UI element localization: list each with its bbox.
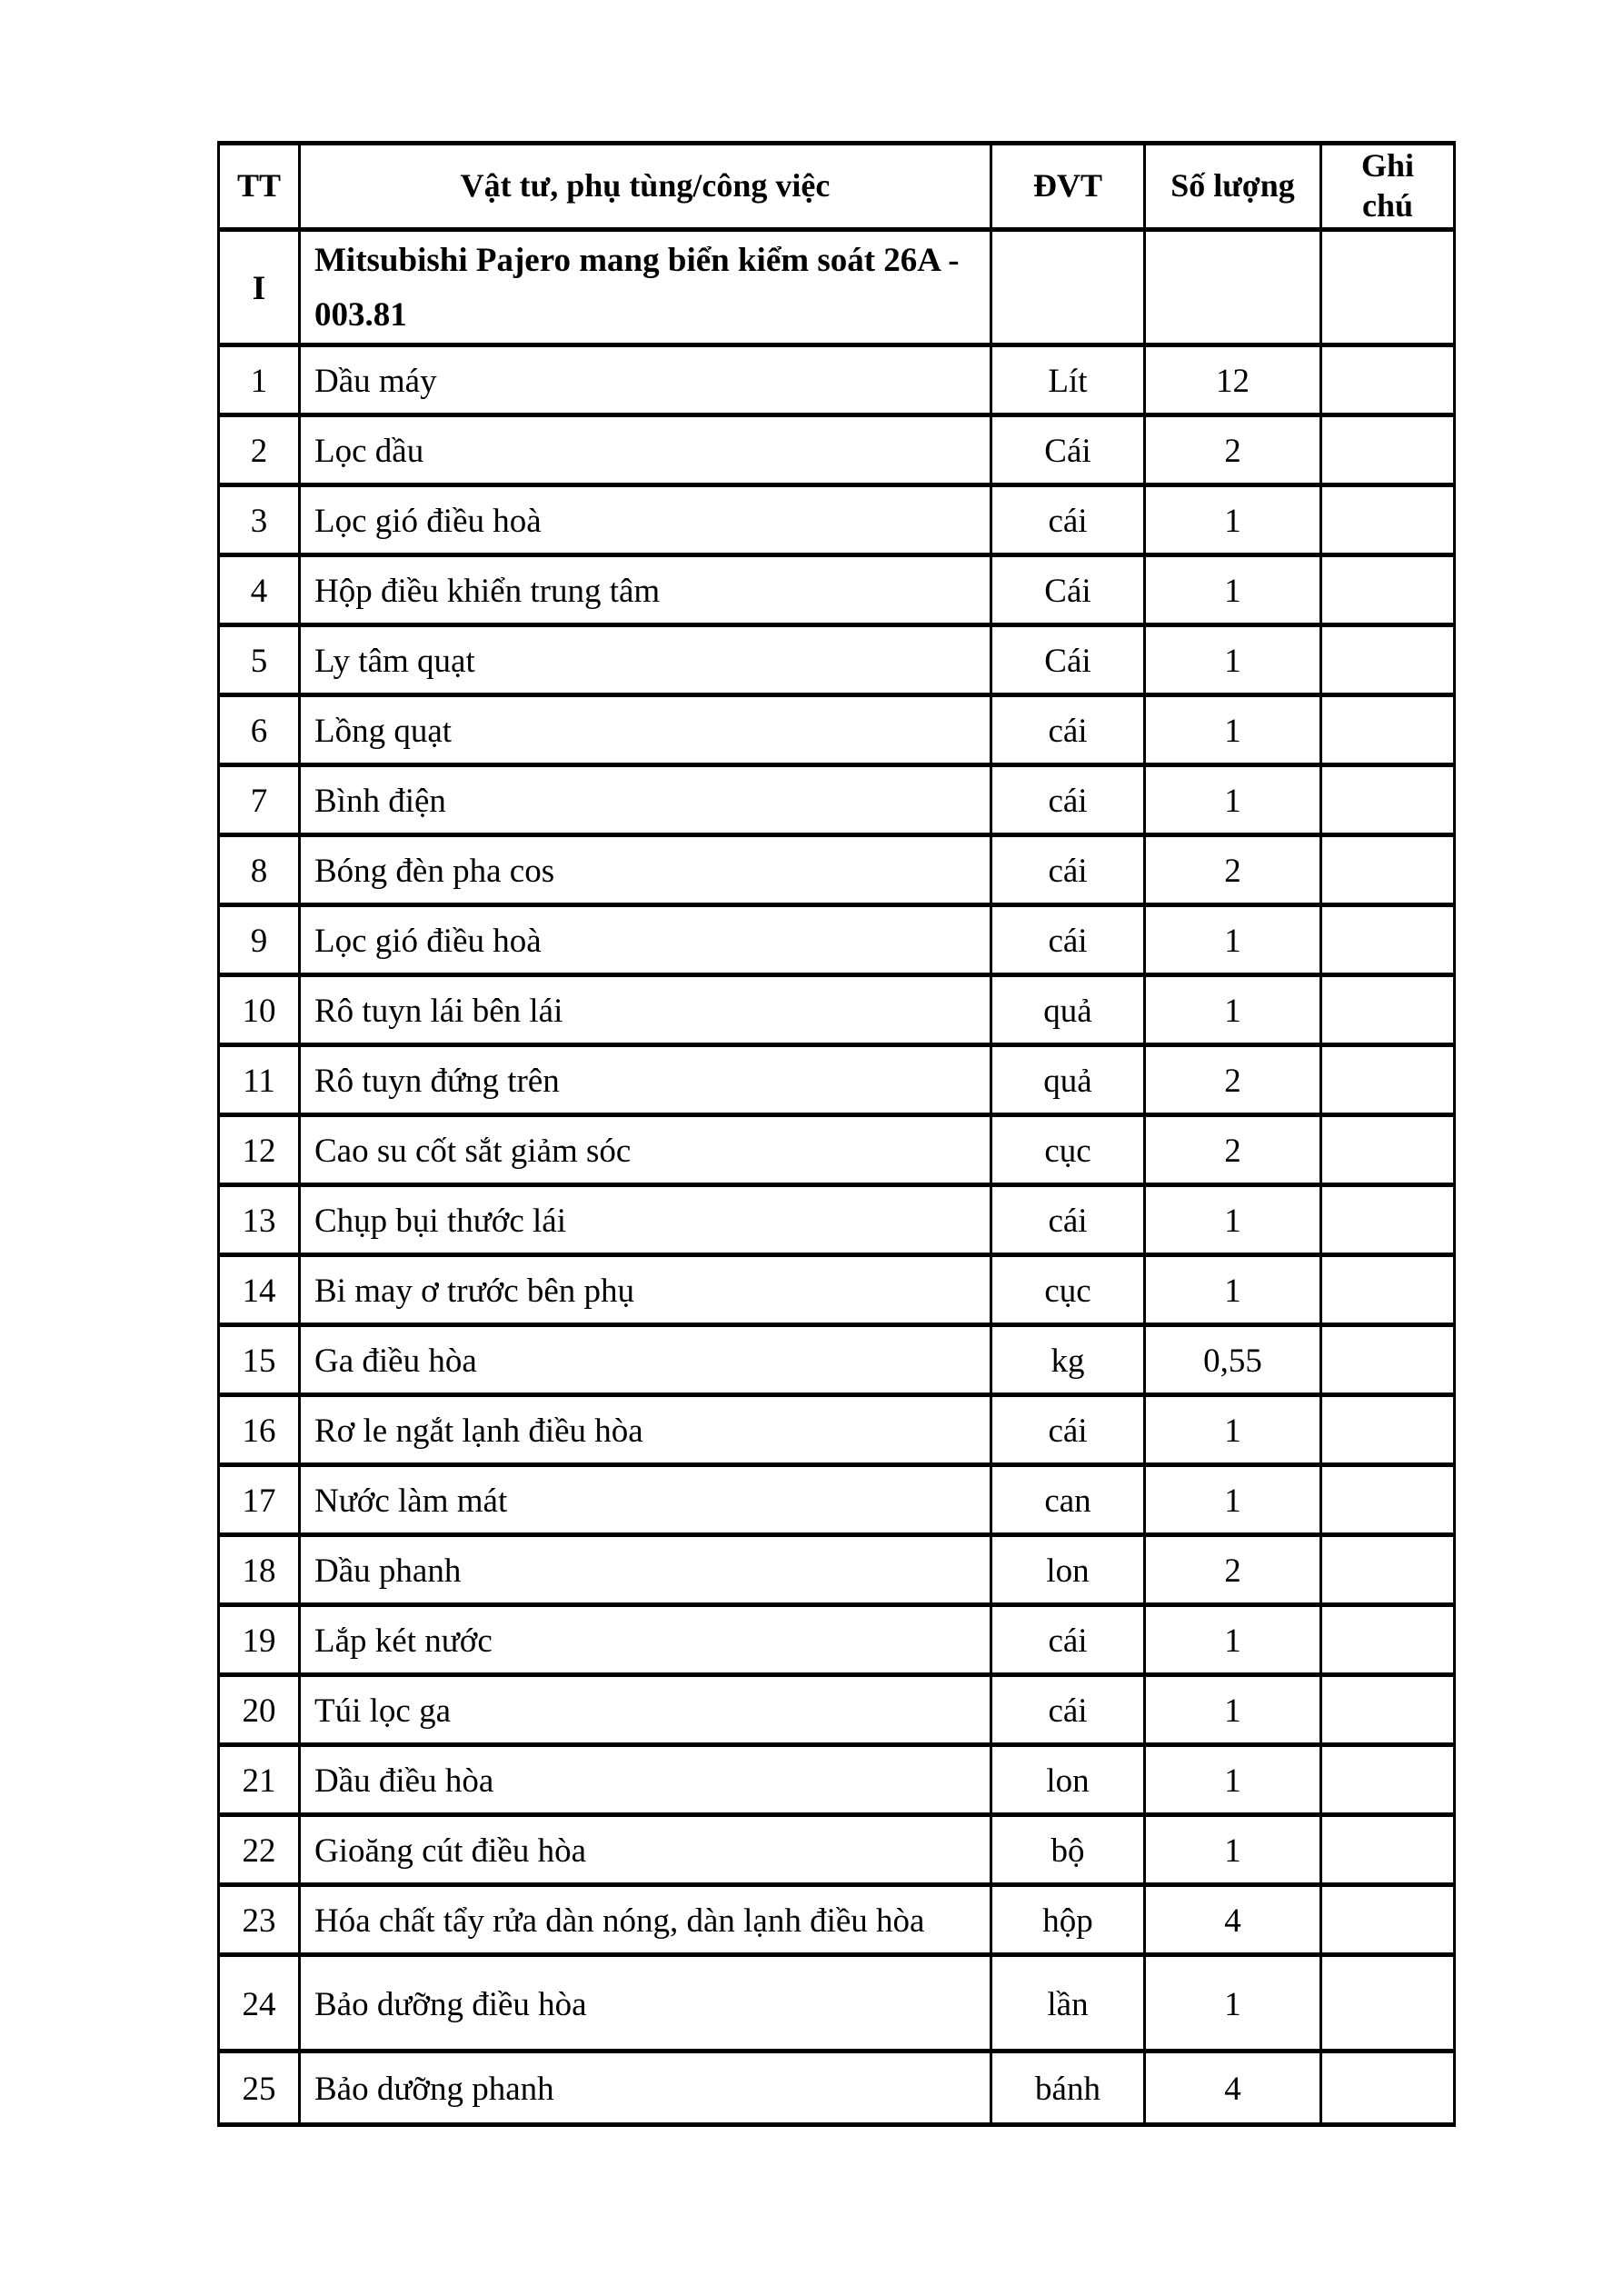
row-item-cell: Lọc gió điều hoà bbox=[300, 484, 991, 554]
row-unit-cell: cái bbox=[991, 764, 1145, 834]
row-note-cell bbox=[1321, 1394, 1455, 1464]
row-item-cell: Lọc gió điều hoà bbox=[300, 904, 991, 974]
row-note-cell bbox=[1321, 904, 1455, 974]
row-quantity-cell: 2 bbox=[1145, 414, 1321, 484]
row-number-cell: 6 bbox=[219, 694, 300, 764]
row-unit-cell: lần bbox=[991, 1954, 1145, 2051]
row-quantity-cell: 1 bbox=[1145, 764, 1321, 834]
row-item-cell: Bóng đèn pha cos bbox=[300, 834, 991, 904]
table-row bbox=[219, 1604, 1455, 1674]
row-quantity-cell: 1 bbox=[1145, 904, 1321, 974]
row-number-cell: 14 bbox=[219, 1254, 300, 1324]
row-note-cell bbox=[1321, 554, 1455, 624]
row-unit-cell: quả bbox=[991, 974, 1145, 1044]
row-unit-cell: cái bbox=[991, 834, 1145, 904]
table-row bbox=[219, 694, 1455, 764]
table-row bbox=[219, 1674, 1455, 1744]
row-note-cell bbox=[1321, 1324, 1455, 1394]
row-quantity-cell: 0,55 bbox=[1145, 1324, 1321, 1394]
row-item-cell: Lọc dầu bbox=[300, 414, 991, 484]
row-quantity-cell: 12 bbox=[1145, 344, 1321, 414]
row-note-cell bbox=[1321, 344, 1455, 414]
header-row bbox=[219, 144, 1455, 230]
row-note-cell bbox=[1321, 484, 1455, 554]
row-number-cell: 4 bbox=[219, 554, 300, 624]
row-item-cell: Bi may ơ trước bên phụ bbox=[300, 1254, 991, 1324]
row-quantity-cell: 1 bbox=[1145, 1604, 1321, 1674]
group-qty bbox=[1145, 230, 1321, 345]
row-quantity-cell: 1 bbox=[1145, 1744, 1321, 1814]
row-number-cell: 16 bbox=[219, 1394, 300, 1464]
row-note-cell bbox=[1321, 624, 1455, 694]
row-unit-cell: cái bbox=[991, 1604, 1145, 1674]
table-row bbox=[219, 1814, 1455, 1884]
row-unit-cell: kg bbox=[991, 1324, 1145, 1394]
row-quantity-cell: 1 bbox=[1145, 974, 1321, 1044]
row-quantity-cell: 1 bbox=[1145, 694, 1321, 764]
header-cell-qty: Số lượng bbox=[1145, 144, 1321, 230]
row-unit-cell: cái bbox=[991, 484, 1145, 554]
row-note-cell bbox=[1321, 764, 1455, 834]
group-row bbox=[219, 230, 1455, 345]
row-number-cell: 2 bbox=[219, 414, 300, 484]
row-note-cell bbox=[1321, 1884, 1455, 1954]
row-unit-cell: cục bbox=[991, 1114, 1145, 1184]
row-number-cell: 12 bbox=[219, 1114, 300, 1184]
row-unit-cell: Cái bbox=[991, 414, 1145, 484]
row-quantity-cell: 2 bbox=[1145, 1534, 1321, 1604]
row-number-cell: 13 bbox=[219, 1184, 300, 1254]
row-unit-cell: can bbox=[991, 1464, 1145, 1534]
row-item-cell: Gioăng cút điều hòa bbox=[300, 1814, 991, 1884]
row-note-cell bbox=[1321, 974, 1455, 1044]
row-note-cell bbox=[1321, 1114, 1455, 1184]
row-unit-cell: cái bbox=[991, 1394, 1145, 1464]
table-body bbox=[219, 230, 1455, 2125]
header-cell-unit: ĐVT bbox=[991, 144, 1145, 230]
row-item-cell: Túi lọc ga bbox=[300, 1674, 991, 1744]
row-unit-cell: lon bbox=[991, 1534, 1145, 1604]
row-unit-cell: Cái bbox=[991, 624, 1145, 694]
row-quantity-cell: 1 bbox=[1145, 1184, 1321, 1254]
table-row bbox=[219, 554, 1455, 624]
row-number-cell: 9 bbox=[219, 904, 300, 974]
row-item-cell: Lắp két nước bbox=[300, 1604, 991, 1674]
row-item-cell: Nước làm mát bbox=[300, 1464, 991, 1534]
row-quantity-cell: 1 bbox=[1145, 1954, 1321, 2051]
row-note-cell bbox=[1321, 1254, 1455, 1324]
table-row bbox=[219, 624, 1455, 694]
row-item-cell: Rô tuyn lái bên lái bbox=[300, 974, 991, 1044]
table-row bbox=[219, 1884, 1455, 1954]
row-note-cell bbox=[1321, 1534, 1455, 1604]
header-cell-note: Ghi chú bbox=[1321, 144, 1455, 230]
row-unit-cell: cái bbox=[991, 904, 1145, 974]
row-item-cell: Cao su cốt sắt giảm sóc bbox=[300, 1114, 991, 1184]
header-cell-item: Vật tư, phụ tùng/công việc bbox=[300, 144, 991, 230]
row-item-cell: Chụp bụi thước lái bbox=[300, 1184, 991, 1254]
row-number-cell: 18 bbox=[219, 1534, 300, 1604]
row-number-cell: 5 bbox=[219, 624, 300, 694]
row-number-cell: 1 bbox=[219, 344, 300, 414]
row-number-cell: 20 bbox=[219, 1674, 300, 1744]
row-quantity-cell: 2 bbox=[1145, 834, 1321, 904]
row-quantity-cell: 1 bbox=[1145, 1674, 1321, 1744]
group-title: Mitsubishi Pajero mang biển kiểm soát 26A - 003.81 bbox=[300, 230, 991, 345]
row-quantity-cell: 4 bbox=[1145, 2051, 1321, 2124]
row-number-cell: 23 bbox=[219, 1884, 300, 1954]
row-note-cell bbox=[1321, 1744, 1455, 1814]
row-number-cell: 11 bbox=[219, 1044, 300, 1114]
row-note-cell bbox=[1321, 1814, 1455, 1884]
row-item-cell: Hộp điều khiển trung tâm bbox=[300, 554, 991, 624]
row-note-cell bbox=[1321, 1044, 1455, 1114]
table-row bbox=[219, 2051, 1455, 2124]
row-quantity-cell: 1 bbox=[1145, 1254, 1321, 1324]
row-note-cell bbox=[1321, 834, 1455, 904]
group-note bbox=[1321, 230, 1455, 345]
group-unit bbox=[991, 230, 1145, 345]
row-item-cell: Dầu phanh bbox=[300, 1534, 991, 1604]
row-item-cell: Ga điều hòa bbox=[300, 1324, 991, 1394]
row-note-cell bbox=[1321, 1604, 1455, 1674]
row-item-cell: Bình điện bbox=[300, 764, 991, 834]
row-number-cell: 8 bbox=[219, 834, 300, 904]
row-note-cell bbox=[1321, 414, 1455, 484]
row-quantity-cell: 2 bbox=[1145, 1044, 1321, 1114]
group-index: I bbox=[219, 230, 300, 345]
row-note-cell bbox=[1321, 1954, 1455, 2051]
table-row bbox=[219, 414, 1455, 484]
table-row bbox=[219, 344, 1455, 414]
row-item-cell: Hóa chất tẩy rửa dàn nóng, dàn lạnh điều hòa bbox=[300, 1884, 991, 1954]
row-item-cell: Bảo dưỡng điều hòa bbox=[300, 1954, 991, 2051]
row-item-cell: Dầu máy bbox=[300, 344, 991, 414]
row-quantity-cell: 1 bbox=[1145, 484, 1321, 554]
header-cell-tt: TT bbox=[219, 144, 300, 230]
parts-table bbox=[217, 141, 1456, 2127]
row-quantity-cell: 1 bbox=[1145, 554, 1321, 624]
row-note-cell bbox=[1321, 2051, 1455, 2124]
table-row bbox=[219, 764, 1455, 834]
row-item-cell: Ly tâm quạt bbox=[300, 624, 991, 694]
row-number-cell: 15 bbox=[219, 1324, 300, 1394]
row-quantity-cell: 1 bbox=[1145, 1814, 1321, 1884]
row-number-cell: 25 bbox=[219, 2051, 300, 2124]
row-item-cell: Dầu điều hòa bbox=[300, 1744, 991, 1814]
table-row bbox=[219, 1254, 1455, 1324]
row-unit-cell: cái bbox=[991, 1184, 1145, 1254]
row-number-cell: 21 bbox=[219, 1744, 300, 1814]
row-note-cell bbox=[1321, 1674, 1455, 1744]
row-unit-cell: cái bbox=[991, 694, 1145, 764]
row-unit-cell: bánh bbox=[991, 2051, 1145, 2124]
row-item-cell: Rơ le ngắt lạnh điều hòa bbox=[300, 1394, 991, 1464]
row-number-cell: 3 bbox=[219, 484, 300, 554]
row-item-cell: Lồng quạt bbox=[300, 694, 991, 764]
table-row bbox=[219, 1394, 1455, 1464]
row-number-cell: 24 bbox=[219, 1954, 300, 2051]
table-row bbox=[219, 834, 1455, 904]
row-quantity-cell: 1 bbox=[1145, 1394, 1321, 1464]
table-row bbox=[219, 484, 1455, 554]
row-quantity-cell: 2 bbox=[1145, 1114, 1321, 1184]
row-note-cell bbox=[1321, 694, 1455, 764]
row-unit-cell: quả bbox=[991, 1044, 1145, 1114]
table-row bbox=[219, 1954, 1455, 2051]
row-quantity-cell: 4 bbox=[1145, 1884, 1321, 1954]
row-quantity-cell: 1 bbox=[1145, 1464, 1321, 1534]
row-unit-cell: cái bbox=[991, 1674, 1145, 1744]
row-item-cell: Bảo dưỡng phanh bbox=[300, 2051, 991, 2124]
row-unit-cell: hộp bbox=[991, 1884, 1145, 1954]
row-item-cell: Rô tuyn đứng trên bbox=[300, 1044, 991, 1114]
table-row bbox=[219, 1044, 1455, 1114]
row-number-cell: 7 bbox=[219, 764, 300, 834]
row-number-cell: 10 bbox=[219, 974, 300, 1044]
table-row bbox=[219, 1324, 1455, 1394]
row-number-cell: 22 bbox=[219, 1814, 300, 1884]
row-number-cell: 17 bbox=[219, 1464, 300, 1534]
row-unit-cell: bộ bbox=[991, 1814, 1145, 1884]
row-unit-cell: Cái bbox=[991, 554, 1145, 624]
row-unit-cell: Lít bbox=[991, 344, 1145, 414]
row-quantity-cell: 1 bbox=[1145, 624, 1321, 694]
table-row bbox=[219, 1534, 1455, 1604]
row-note-cell bbox=[1321, 1184, 1455, 1254]
table-row bbox=[219, 1464, 1455, 1534]
row-unit-cell: cục bbox=[991, 1254, 1145, 1324]
row-note-cell bbox=[1321, 1464, 1455, 1534]
row-unit-cell: lon bbox=[991, 1744, 1145, 1814]
table-row bbox=[219, 1114, 1455, 1184]
table-row bbox=[219, 1744, 1455, 1814]
table-row bbox=[219, 1184, 1455, 1254]
table-row bbox=[219, 904, 1455, 974]
row-number-cell: 19 bbox=[219, 1604, 300, 1674]
table-row bbox=[219, 974, 1455, 1044]
